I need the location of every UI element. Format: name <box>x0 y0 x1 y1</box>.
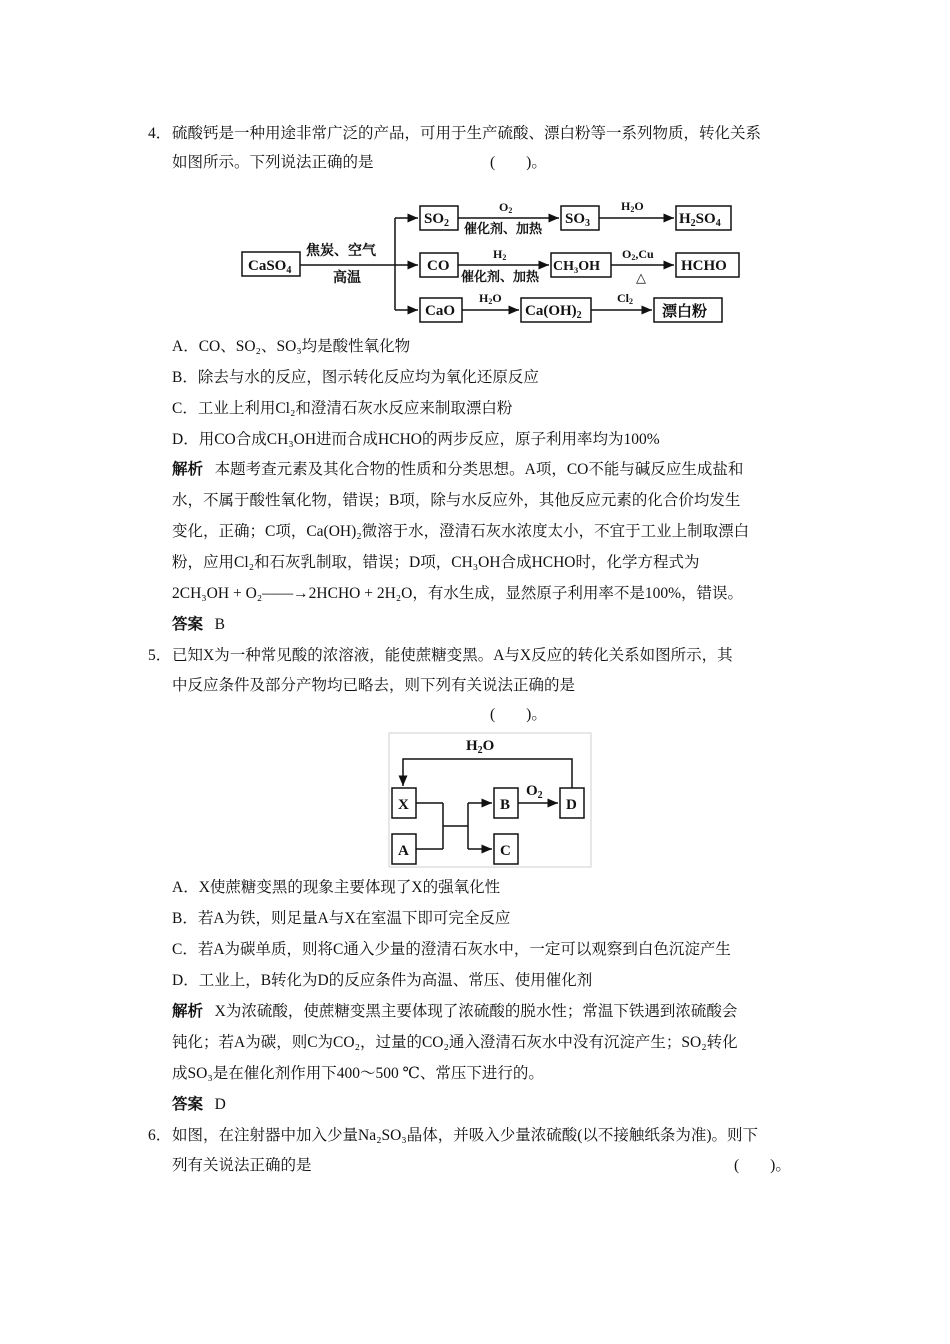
q5-option-d: D．工业上，B转化为D的反应条件为高温、常压、使用催化剂 <box>172 972 593 989</box>
q5-jiexi-line2: 钝化；若A为碳，则C为CO₂，过量的CO₂通入澄清石灰水中没有沉淀产生；SO₂转化 <box>172 1034 738 1051</box>
cat-heat-1: 催化剂、加热 <box>464 221 543 236</box>
q4-option-a: A．CO、SO₂、SO₃均是酸性氧化物 <box>172 338 411 355</box>
q4-jiexi-line3: 变化，正确；C项，Ca(OH)₂微溶于水，澄清石灰水浓度太小，不宜于工业上制取漂白 <box>172 523 750 540</box>
q5-answer-value: D <box>214 1096 226 1113</box>
svg-text:SO2: $SO_2$ <box>424 211 450 229</box>
q5-option-a: A．X使蔗糖变黑的现象主要体现了X的强氧化性 <box>172 879 501 896</box>
h2so4-label: H <box>679 211 691 227</box>
q5-jiexi-line3: 成SO₃是在催化剂作用下400～500 ℃、常压下进行的。 <box>172 1065 544 1082</box>
q4-option-d: D．用CO合成CH₃OH进而合成HCHO的两步反应，原子利用率均为100% <box>172 431 660 448</box>
a-label: A <box>398 843 409 859</box>
q4-jiexi-label: 解析 <box>172 461 204 478</box>
q5-stem-line1: 已知X为一种常见酸的浓溶液，能使蔗糖变黑。A与X反应的转化关系如图所示，其 <box>172 647 733 664</box>
cl2-label: Cl <box>617 291 629 305</box>
cond-bottom: 高温 <box>333 271 361 286</box>
q6-stem-line2: 列有关说法正确的是 <box>172 1157 312 1174</box>
svg-text:CaSO4: CaSO$_4$ <box>248 258 292 276</box>
q5-jiexi-line1 <box>172 1002 737 1022</box>
q5-option-b: B．若A为铁，则足量A与X在室温下即可完全反应 <box>172 910 511 927</box>
q4-jiexi-line5: 2CH₃OH + O₂——→2HCHO + 2H₂O，有水生成，显然原子利用率不是100%，错误。 <box>172 585 744 602</box>
so3-label: SO <box>565 211 586 227</box>
q4-option-c: C．工业上利用Cl₂和澄清石灰水反应来制取漂白粉 <box>172 400 513 417</box>
svg-text:O2: $O_2$ <box>526 783 543 801</box>
q4-stem-text1: 硫酸钙是一种用途非常广泛的产品，可用于生产硫酸、漂白粉等一系列物质，转化关系 <box>172 125 762 142</box>
q5-diagram <box>388 732 594 870</box>
svg-text:SO3: $SO_3$ <box>565 211 591 229</box>
q6-number: 6． <box>148 1127 172 1144</box>
q5-number: 5． <box>148 647 172 664</box>
h2o-label-2: H <box>479 291 489 305</box>
svg-text:O2,Cu: O2,Cu <box>622 247 654 262</box>
q5-option-c: C．若A为碳单质，则将C通入少量的澄清石灰水中，一定可以观察到白色沉淀产生 <box>172 941 731 958</box>
q6-stem-line1: 如图，在注射器中加入少量Na₂SO₃晶体，并吸入少量浓硫酸(以不接触纸条为准)。则下 <box>172 1127 759 1144</box>
q4-number: 4． <box>148 125 172 142</box>
q4-answer-paren: ( )。 <box>490 154 547 171</box>
delta-label: △ <box>636 270 646 285</box>
svg-text:Ca(OH)2: $Ca(OH)_2$ <box>525 303 582 321</box>
q4-jiexi-line4: 粉，应用Cl₂和石灰乳制取，错误；D项，CH₃OH合成HCHO时，化学方程式为 <box>172 554 700 571</box>
q4-answer-line <box>172 615 225 635</box>
q4-diagram <box>235 192 755 328</box>
q5-jiexi-text1: X为浓硫酸，使蔗糖变黑主要体现了浓硫酸的脱水性；常温下铁遇到浓硫酸会 <box>214 1003 738 1020</box>
o2cu-label: O <box>622 247 632 261</box>
d-label: D <box>566 797 577 813</box>
co-label: CO <box>427 258 450 274</box>
q4-jiexi-line1 <box>172 460 743 480</box>
svg-text:H2SO4: $H_2SO_4$ <box>679 211 721 229</box>
svg-text:O2: O2 <box>499 200 513 215</box>
q4-jiexi-line2: 水，不属于酸性氧化物，错误；B项，除与水反应外，其他反应元素的化合价均发生 <box>172 492 741 509</box>
q4-option-b: B．除去与水的反应，图示转化反应均为氧化还原反应 <box>172 369 539 386</box>
q5-jiexi-label: 解析 <box>172 1003 204 1020</box>
svg-text:Cl2: Cl2 <box>617 291 633 306</box>
c-label: C <box>500 843 511 859</box>
svg-text:H2O: $H_2O$ <box>466 738 495 756</box>
q5-o2-label: O <box>526 783 538 799</box>
x-label: X <box>398 797 409 813</box>
svg-text:H2: H2 <box>493 247 507 262</box>
bleach-label: 漂白粉 <box>662 304 708 320</box>
o2-label: O <box>499 200 509 214</box>
q5-answer-line <box>172 1095 226 1115</box>
q4-jiexi-text1: 本题考查元素及其化合物的性质和分类思想。A项，CO不能与碱反应生成盐和 <box>214 461 744 478</box>
q5-answer-label: 答案 <box>172 1096 204 1113</box>
cond-top: 焦炭、空气 <box>306 244 376 259</box>
cao-label: CaO <box>425 303 455 319</box>
h2o-label: H <box>621 199 631 213</box>
caoh2-label: Ca(OH) <box>525 303 577 319</box>
q4-answer-value: B <box>214 616 225 633</box>
q5-answer-paren: ( )。 <box>490 706 547 723</box>
q5-stem-line2: 中反应条件及部分产物均已略去，则下列有关说法正确的是 <box>172 677 576 694</box>
caso4-label: CaSO <box>248 258 287 274</box>
q4-answer-label: 答案 <box>172 616 204 633</box>
so2-label: SO <box>424 211 445 227</box>
q5-h2o-label: H <box>466 738 478 754</box>
ch3oh-label: CH₃OH <box>553 259 600 274</box>
b-label: B <box>500 797 511 813</box>
cat-heat-2: 催化剂、加热 <box>461 269 540 284</box>
q4-stem-line2: 如图所示。下列说法正确的是 <box>172 154 374 171</box>
hcho-label: HCHO <box>681 258 727 274</box>
svg-text:H2O: H2O <box>621 199 644 214</box>
h2-label: H <box>493 247 503 261</box>
q6-answer-paren: ( )。 <box>734 1157 791 1174</box>
svg-text:H2O: H2O <box>479 291 502 306</box>
q4-stem-line1 <box>172 124 804 144</box>
